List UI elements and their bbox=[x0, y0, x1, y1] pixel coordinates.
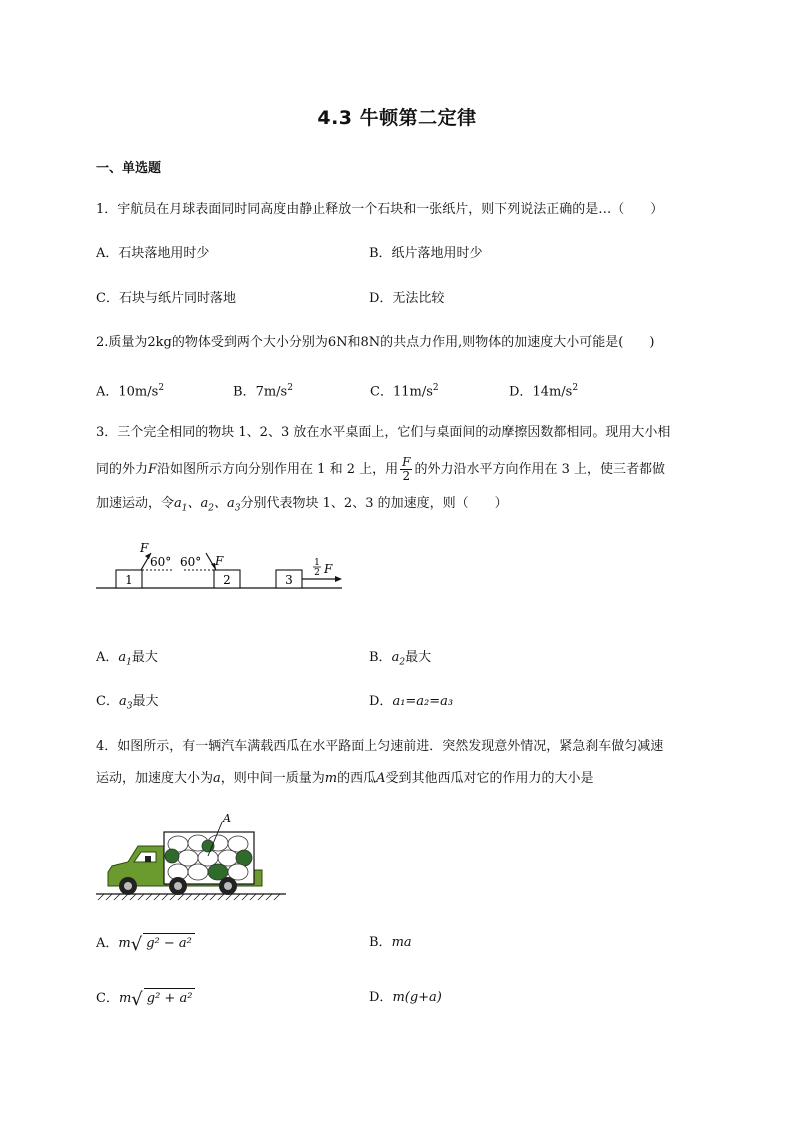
rear-hub bbox=[224, 882, 232, 890]
option-label: D． bbox=[509, 384, 533, 400]
q2-option-b bbox=[233, 378, 293, 402]
option-label: D． bbox=[369, 694, 393, 709]
text-run: 受到其他西瓜对它的作用力的大小是 bbox=[385, 771, 594, 786]
option-label: B． bbox=[233, 384, 256, 400]
arrow-head-3 bbox=[335, 576, 342, 582]
q2-option-d bbox=[509, 378, 578, 402]
a3-symbol: $a_3$ bbox=[118, 694, 133, 712]
q2-option-a bbox=[96, 378, 164, 402]
exponent: 2 bbox=[432, 383, 439, 393]
sqrt-sign: √ bbox=[131, 989, 143, 1010]
truck-cab bbox=[108, 846, 166, 886]
option-label: B． bbox=[369, 935, 392, 950]
option-label: C． bbox=[370, 384, 393, 400]
q4-truck-figure bbox=[94, 810, 288, 904]
text-run: 的外力沿水平方向作用在 3 上，使三者都做 bbox=[414, 462, 665, 477]
q4-option-d bbox=[369, 988, 442, 1008]
text-run: 沿如图所示方向分别作用在 1 和 2 上，用 bbox=[157, 462, 399, 477]
q4-option-b bbox=[369, 933, 412, 953]
q3-option-d bbox=[369, 692, 453, 712]
option-label: D． bbox=[369, 990, 393, 1005]
option-value: 7m/s bbox=[255, 384, 288, 400]
denominator: 2 bbox=[402, 469, 411, 483]
q1-stem: 1．宇航员在月球表面同时同高度由静止释放一个石块和一张纸片，则下列说法正确的是…（ ） bbox=[96, 202, 664, 217]
q3-stem-line3 bbox=[96, 494, 508, 519]
block-1-label: 1 bbox=[125, 573, 133, 587]
q1-option-c: C．石块与纸片同时落地 bbox=[96, 291, 236, 306]
sqrt-radicand: g² + a² bbox=[144, 988, 196, 1009]
q1-option-d: D．无法比较 bbox=[369, 291, 445, 306]
q4-stem-line2 bbox=[96, 769, 594, 789]
watermelon-label: A bbox=[223, 812, 231, 825]
a1-symbol: $a_1$ bbox=[118, 650, 132, 668]
q4-stem-line1: 4．如图所示，有一辆汽车满载西瓜在水平路面上匀速前进．突然发现意外情况，紧急刹车做匀减速 bbox=[96, 739, 664, 754]
exponent: 2 bbox=[287, 383, 293, 393]
road-hatching bbox=[98, 894, 280, 900]
q1-option-a: A．石块落地用时少 bbox=[96, 246, 210, 261]
q4-option-c bbox=[96, 988, 195, 1010]
watermelons bbox=[165, 835, 252, 880]
option-text: 最大 bbox=[405, 650, 432, 665]
a2-symbol: $a_2$ bbox=[391, 650, 406, 668]
force-label-1: F bbox=[140, 541, 149, 555]
sqrt-sign: √ bbox=[130, 934, 143, 955]
mass-m-symbol: m bbox=[118, 991, 132, 1006]
q3-blocks-figure bbox=[94, 538, 354, 598]
front-hub bbox=[124, 882, 132, 890]
option-label: A． bbox=[96, 650, 119, 665]
text-run: 分别代表物块 1、2、3 的加速度，则（ ） bbox=[240, 496, 508, 511]
q3-option-c bbox=[96, 692, 158, 717]
option-label: B． bbox=[369, 650, 392, 665]
option-label: A． bbox=[96, 384, 119, 400]
accel-symbols: $a_1$、$a_2$、$a_3$ bbox=[174, 496, 241, 514]
fraction-f-over-2 bbox=[400, 456, 412, 483]
option-text: 最大 bbox=[132, 694, 159, 709]
q2-option-c bbox=[370, 378, 439, 402]
mass-m-symbol: m bbox=[118, 936, 131, 951]
q3-stem-line1: 3．三个完全相同的物块 1、2、3 放在水平桌面上，它们与桌面间的动摩擦因数都相同。现用大小相 bbox=[96, 425, 671, 440]
watermelon-a-symbol: A bbox=[376, 771, 386, 786]
text-run: 的西瓜 bbox=[337, 771, 377, 786]
q1-option-b: B．纸片落地用时少 bbox=[369, 246, 483, 261]
q4-option-a bbox=[96, 933, 195, 955]
q3-option-b bbox=[369, 648, 431, 673]
q3-stem-line2 bbox=[96, 456, 665, 483]
exponent: 2 bbox=[158, 383, 165, 393]
option-label: C． bbox=[96, 694, 119, 709]
force-label-3: F bbox=[324, 562, 333, 576]
option-value: m(g+a) bbox=[392, 990, 442, 1005]
accel-a-symbol: a bbox=[213, 771, 221, 786]
angle-label-1: 60° bbox=[150, 555, 172, 569]
block-2-label: 2 bbox=[223, 573, 231, 587]
force-label-2: F bbox=[215, 554, 224, 568]
option-value: 11m/s bbox=[392, 384, 433, 400]
mass-m-symbol: m bbox=[324, 771, 338, 786]
half-numerator: 1 bbox=[314, 558, 320, 568]
numerator: F bbox=[402, 455, 411, 469]
option-label: A． bbox=[96, 936, 119, 951]
exponent: 2 bbox=[572, 383, 579, 393]
q3-option-a bbox=[96, 648, 158, 673]
option-value: ma bbox=[391, 935, 412, 950]
block-3-label: 3 bbox=[285, 573, 293, 587]
force-symbol: F bbox=[148, 462, 158, 477]
text-run: 运动，加速度大小为 bbox=[96, 771, 214, 786]
option-label: C． bbox=[96, 991, 119, 1006]
sqrt-radicand: g² − a² bbox=[143, 933, 195, 954]
text-run: 加速运动，令 bbox=[96, 496, 175, 511]
angle-label-2: 60° bbox=[180, 555, 202, 569]
text-run: ，则中间一质量为 bbox=[220, 771, 325, 786]
option-value: 14m/s bbox=[532, 384, 573, 400]
option-text: a₁=a₂=a₃ bbox=[392, 694, 454, 709]
option-text: 最大 bbox=[131, 650, 158, 665]
text-run: 同的外力 bbox=[96, 462, 149, 477]
option-value: 10m/s bbox=[118, 384, 159, 400]
driver-silhouette bbox=[145, 856, 151, 862]
page-title: 4.3 牛顿第二定律 bbox=[317, 107, 477, 129]
middle-hub bbox=[174, 882, 182, 890]
q2-stem: 2.质量为2kg的物体受到两个大小分别为6N和8N的共点力作用,则物体的加速度大小可能是( ) bbox=[96, 335, 655, 350]
half-denominator: 2 bbox=[314, 568, 320, 578]
section-heading: 一、单选题 bbox=[96, 161, 162, 176]
